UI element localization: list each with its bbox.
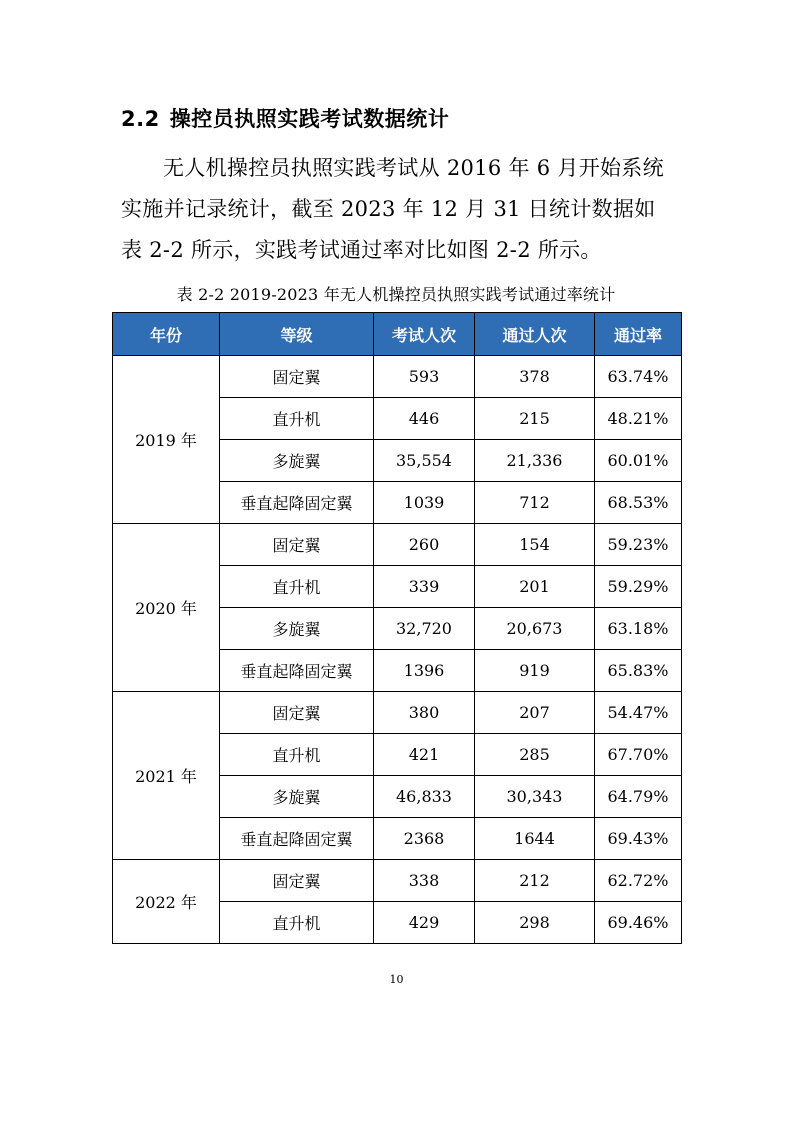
grade-cell: 固定翼 (220, 692, 374, 734)
grade-cell: 固定翼 (220, 524, 374, 566)
exams-cell: 35,554 (374, 440, 475, 482)
exams-cell: 32,720 (374, 608, 475, 650)
rate-cell: 68.53% (595, 482, 682, 524)
rate-cell: 65.83% (595, 650, 682, 692)
year-cell: 2020 年 (113, 524, 220, 692)
rate-cell: 64.79% (595, 776, 682, 818)
page-number: 10 (389, 973, 404, 986)
year-cell: 2022 年 (113, 860, 220, 944)
grade-cell: 直升机 (220, 398, 374, 440)
passed-cell: 298 (475, 902, 595, 944)
exams-cell: 380 (374, 692, 475, 734)
passed-cell: 212 (475, 860, 595, 902)
rate-cell: 59.23% (595, 524, 682, 566)
section-title: 操控员执照实践考试数据统计 (169, 107, 450, 131)
exams-cell: 429 (374, 902, 475, 944)
rate-cell: 69.46% (595, 902, 682, 944)
grade-cell: 直升机 (220, 902, 374, 944)
rate-cell: 69.43% (595, 818, 682, 860)
section-heading (121, 103, 449, 133)
exams-cell: 593 (374, 356, 475, 398)
exams-cell: 2368 (374, 818, 475, 860)
grade-cell: 固定翼 (220, 860, 374, 902)
grade-cell: 垂直起降固定翼 (220, 818, 374, 860)
rate-cell: 63.18% (595, 608, 682, 650)
rate-cell: 62.72% (595, 860, 682, 902)
year-cell: 2019 年 (113, 356, 220, 524)
grade-cell: 多旋翼 (220, 608, 374, 650)
passed-cell: 285 (475, 734, 595, 776)
passed-cell: 1644 (475, 818, 595, 860)
table-header-row (113, 313, 682, 356)
grade-cell: 垂直起降固定翼 (220, 482, 374, 524)
table-row (113, 860, 682, 902)
year-cell: 2021 年 (113, 692, 220, 860)
header-year: 年份 (113, 313, 220, 356)
grade-cell: 多旋翼 (220, 440, 374, 482)
passed-cell: 201 (475, 566, 595, 608)
exams-cell: 46,833 (374, 776, 475, 818)
table-caption: 表 2-2 2019-2023 年无人机操控员执照实践考试通过率统计 (176, 285, 616, 304)
exams-cell: 421 (374, 734, 475, 776)
passed-cell: 154 (475, 524, 595, 566)
passed-cell: 919 (475, 650, 595, 692)
header-exams: 考试人次 (374, 313, 475, 356)
table-body (113, 356, 682, 944)
exams-cell: 338 (374, 860, 475, 902)
section-number: 2.2 (121, 107, 160, 131)
table-row (113, 356, 682, 398)
rate-cell: 60.01% (595, 440, 682, 482)
exams-cell: 260 (374, 524, 475, 566)
passed-cell: 20,673 (475, 608, 595, 650)
rate-cell: 67.70% (595, 734, 682, 776)
body-paragraph: 无人机操控员执照实践考试从 2016 年 6 月开始系统实施并记录统计，截至 2023 年 12 月 31 日统计数据如表 2-2 所示，实践考试通过率对比如图 2-2 所示。 (121, 156, 664, 262)
passed-cell: 30,343 (475, 776, 595, 818)
passed-cell: 712 (475, 482, 595, 524)
grade-cell: 直升机 (220, 734, 374, 776)
passed-cell: 21,336 (475, 440, 595, 482)
rate-cell: 48.21% (595, 398, 682, 440)
grade-cell: 直升机 (220, 566, 374, 608)
table-row (113, 524, 682, 566)
exams-cell: 339 (374, 566, 475, 608)
passed-cell: 378 (475, 356, 595, 398)
rate-cell: 63.74% (595, 356, 682, 398)
exams-cell: 1396 (374, 650, 475, 692)
grade-cell: 垂直起降固定翼 (220, 650, 374, 692)
grade-cell: 多旋翼 (220, 776, 374, 818)
header-passed: 通过人次 (475, 313, 595, 356)
rate-cell: 59.29% (595, 566, 682, 608)
exams-cell: 446 (374, 398, 475, 440)
passed-cell: 215 (475, 398, 595, 440)
pass-rate-table (112, 312, 682, 944)
grade-cell: 固定翼 (220, 356, 374, 398)
header-grade: 等级 (220, 313, 374, 356)
table-row (113, 692, 682, 734)
exams-cell: 1039 (374, 482, 475, 524)
passed-cell: 207 (475, 692, 595, 734)
header-rate: 通过率 (595, 313, 682, 356)
rate-cell: 54.47% (595, 692, 682, 734)
